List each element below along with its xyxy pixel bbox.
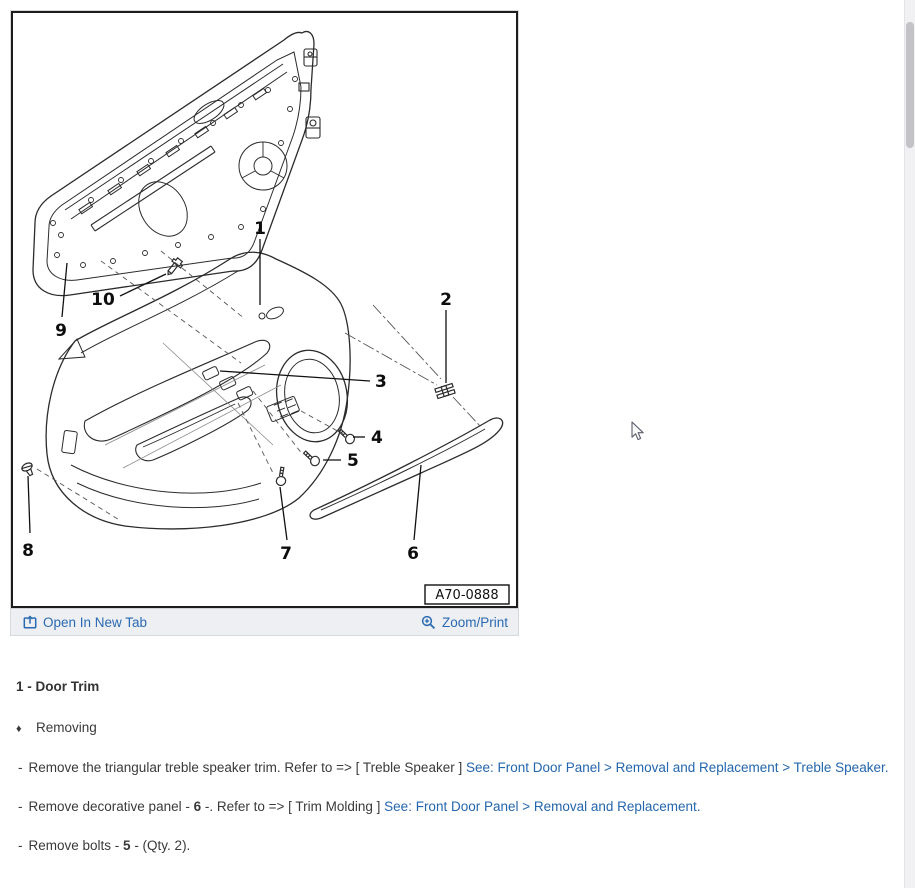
step-text-after: - (Qty. 2). xyxy=(130,838,191,853)
zoom-print-label: Zoom/Print xyxy=(441,614,508,630)
callout-6: 6 xyxy=(407,544,419,564)
removing-section-row xyxy=(16,718,900,739)
see-front-door-panel-link[interactable]: See: Front Door Panel > Removal and Replacement. xyxy=(384,799,701,814)
window-switches-art xyxy=(202,366,300,422)
callout-9: 9 xyxy=(55,321,67,341)
screw-7-art xyxy=(272,466,289,486)
vertical-scrollbar[interactable] xyxy=(904,0,915,888)
step-remove-bolts xyxy=(16,836,900,856)
figure-id-box xyxy=(425,585,509,604)
step-text-after: -. Refer to => [ Trim Molding ] xyxy=(201,799,385,814)
clip-2-art xyxy=(435,383,455,398)
scrollbar-thumb[interactable] xyxy=(906,22,914,148)
door-trim-exploded-diagram xyxy=(13,13,516,606)
callout-4: 4 xyxy=(371,428,383,448)
mouse-cursor xyxy=(631,421,645,447)
step-dash: - xyxy=(18,799,23,814)
step-text: Remove the triangular treble speaker trim. Refer to => [ Treble Speaker ] xyxy=(28,760,466,775)
removing-label: Removing xyxy=(36,720,97,735)
callout-2: 2 xyxy=(440,290,452,310)
callout-10: 10 xyxy=(91,290,115,310)
step-bold-ref: 5 xyxy=(123,838,131,853)
arrow-cursor-icon xyxy=(631,421,645,442)
step-dash: - xyxy=(18,760,23,775)
procedure-notes xyxy=(16,677,900,870)
callout-8: 8 xyxy=(22,541,34,561)
diamond-bullet-icon: ♦ xyxy=(16,723,22,735)
step-remove-treble-speaker-trim xyxy=(16,758,900,778)
step-bold-ref: 6 xyxy=(193,799,202,814)
zoom-print-link[interactable] xyxy=(421,615,508,630)
open-in-new-tab-link[interactable] xyxy=(23,615,147,630)
see-front-door-panel-treble-speaker-link[interactable]: See: Front Door Panel > Removal and Replacement > Treble Speaker. xyxy=(465,760,889,775)
figure-toolbar xyxy=(11,608,518,635)
callout-5: 5 xyxy=(347,451,359,471)
magnifier-plus-icon xyxy=(421,615,436,630)
figure-block xyxy=(10,10,519,636)
step-text: Remove decorative panel - xyxy=(28,799,194,814)
figure-id-label: A70-0888 xyxy=(435,588,499,603)
open-in-new-tab-label: Open In New Tab xyxy=(43,614,148,630)
callout-3: 3 xyxy=(375,372,387,392)
door-frame-art xyxy=(33,31,320,295)
door-hinge-icon xyxy=(299,49,320,138)
callout-1: 1 xyxy=(254,219,266,239)
callout-7: 7 xyxy=(280,544,292,564)
clip-8-art xyxy=(21,461,37,477)
step-text: Remove bolts - xyxy=(28,838,124,853)
screw-5-art xyxy=(301,451,321,467)
step-remove-decorative-panel xyxy=(16,797,900,817)
exploded-diagram-canvas xyxy=(11,11,518,608)
open-in-new-tab-icon xyxy=(23,615,37,629)
step-dash: - xyxy=(18,838,23,853)
item-heading: 1 - Door Trim xyxy=(16,679,100,694)
